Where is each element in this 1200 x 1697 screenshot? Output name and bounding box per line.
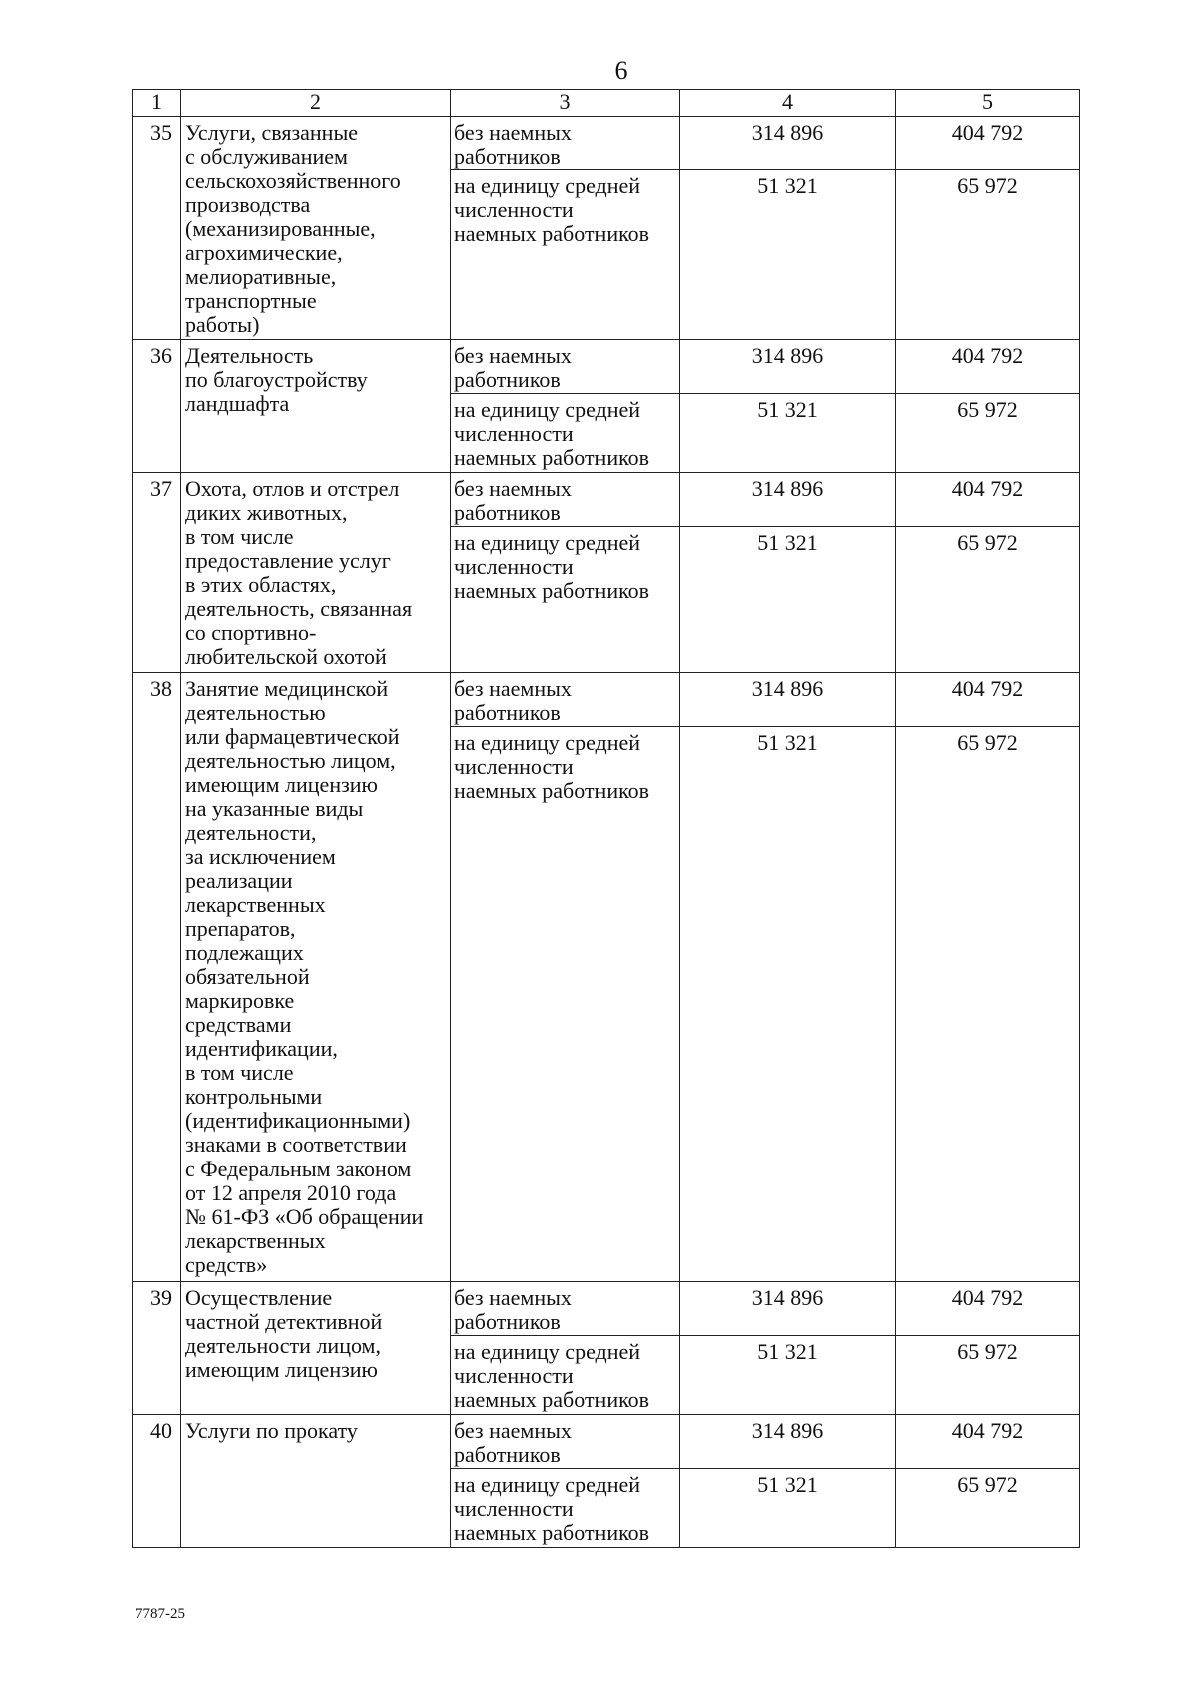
activity-name: Услуги по прокату [181, 1415, 451, 1548]
category-cell: на единицу средней численности наемных работников [451, 1469, 680, 1548]
column-header: 5 [896, 90, 1080, 117]
value-cell: 314 896 [680, 340, 896, 394]
row-number: 37 [133, 473, 181, 673]
value-cell: 65 972 [896, 394, 1080, 473]
document-code: 7787-25 [135, 1606, 185, 1622]
category-cell: без наемных работников [451, 117, 680, 170]
table-row [133, 1415, 1080, 1469]
category-cell: на единицу средней численности наемных работников [451, 170, 680, 340]
value-cell: 314 896 [680, 473, 896, 527]
value-cell: 51 321 [680, 170, 896, 340]
value-cell: 404 792 [896, 473, 1080, 527]
activity-name: Охота, отлов и отстрел диких животных, в том числе предоставление услуг в этих областях, деятельность, связанная со спортивно- любительской охотой [181, 473, 451, 673]
row-number: 39 [133, 1282, 181, 1415]
value-cell: 314 896 [680, 117, 896, 170]
value-cell: 314 896 [680, 1415, 896, 1469]
category-cell: без наемных работников [451, 1282, 680, 1336]
category-cell: без наемных работников [451, 1415, 680, 1469]
value-cell: 314 896 [680, 1282, 896, 1336]
activity-name: Деятельность по благоустройству ландшафта [181, 340, 451, 473]
column-header: 1 [133, 90, 181, 117]
table-row [133, 117, 1080, 170]
value-cell: 404 792 [896, 1415, 1080, 1469]
value-cell: 65 972 [896, 727, 1080, 1282]
value-cell: 51 321 [680, 727, 896, 1282]
page-number: 6 [614, 56, 628, 85]
table-header-row [133, 90, 1080, 117]
value-cell: 65 972 [896, 1336, 1080, 1415]
table-row [133, 340, 1080, 394]
value-cell: 51 321 [680, 527, 896, 673]
category-cell: на единицу средней численности наемных работников [451, 1336, 680, 1415]
column-header: 2 [181, 90, 451, 117]
tariff-table [132, 89, 1080, 1548]
value-cell: 314 896 [680, 673, 896, 727]
value-cell: 65 972 [896, 170, 1080, 340]
row-number: 36 [133, 340, 181, 473]
category-cell: на единицу средней численности наемных работников [451, 727, 680, 1282]
value-cell: 51 321 [680, 1469, 896, 1548]
category-cell: без наемных работников [451, 340, 680, 394]
value-cell: 404 792 [896, 117, 1080, 170]
column-header: 4 [680, 90, 896, 117]
row-number: 38 [133, 673, 181, 1282]
value-cell: 65 972 [896, 1469, 1080, 1548]
row-number: 35 [133, 117, 181, 340]
table-row [133, 1282, 1080, 1336]
value-cell: 51 321 [680, 1336, 896, 1415]
value-cell: 404 792 [896, 340, 1080, 394]
category-cell: без наемных работников [451, 473, 680, 527]
value-cell: 65 972 [896, 527, 1080, 673]
activity-name: Занятие медицинской деятельностью или фармацевтической деятельностью лицом, имеющим лицензию на указанные виды деятельности, за исключением реализации лекарственных препаратов, подлежащих обязательной маркировке средствами идентификации, в том числе контрольными (идентификационными) знаками в соответствии с Федеральным законом от 12 апреля 2010 года № 61-ФЗ «Об обращении лекарственных средств» [181, 673, 451, 1282]
category-cell: на единицу средней численности наемных работников [451, 527, 680, 673]
activity-name: Осуществление частной детективной деятельности лицом, имеющим лицензию [181, 1282, 451, 1415]
value-cell: 51 321 [680, 394, 896, 473]
activity-name: Услуги, связанные с обслуживанием сельскохозяйственного производства (механизированные, агрохимические, мелиоративные, транспортные работы) [181, 117, 451, 340]
table-row [133, 673, 1080, 727]
table-row [133, 473, 1080, 527]
category-cell: без наемных работников [451, 673, 680, 727]
row-number: 40 [133, 1415, 181, 1548]
value-cell: 404 792 [896, 673, 1080, 727]
value-cell: 404 792 [896, 1282, 1080, 1336]
category-cell: на единицу средней численности наемных работников [451, 394, 680, 473]
column-header: 3 [451, 90, 680, 117]
